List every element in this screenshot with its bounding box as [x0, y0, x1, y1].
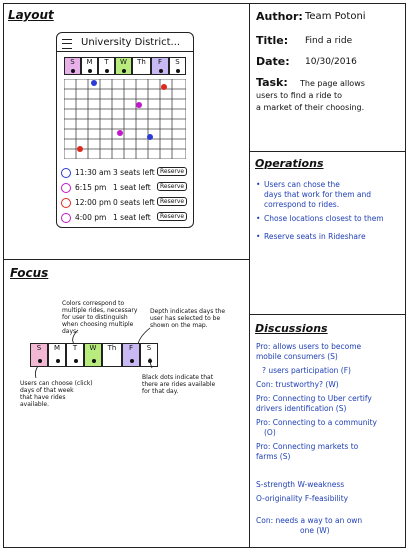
- ride-seats: 1 seat left: [113, 183, 151, 192]
- note-dots: Black dots indicate that there are rides available for that day.: [142, 374, 216, 395]
- day-mon[interactable]: M: [81, 57, 98, 75]
- discussion-line: farms (S): [256, 452, 291, 461]
- focus-day-thu[interactable]: Th: [102, 343, 122, 367]
- date-label: Date:: [256, 55, 290, 68]
- operation-bullet-icon: •: [256, 232, 261, 241]
- author-value: Team Potoni: [305, 11, 366, 22]
- note-depth: Depth indicates days the user has selected to be shown on the map.: [150, 308, 226, 329]
- focus-day-sat[interactable]: S: [140, 343, 158, 367]
- discussion-line: (O): [264, 428, 276, 437]
- discussion-line: drivers identification (S): [256, 404, 347, 413]
- ride-seats: 0 seats left: [113, 198, 155, 207]
- day-sun[interactable]: S: [64, 57, 81, 75]
- operation-line: days that work for them and: [264, 190, 372, 199]
- author-label: Author:: [256, 10, 303, 23]
- task-line: The page allows: [300, 79, 365, 88]
- ride-seats: 3 seats left: [113, 168, 155, 177]
- discussion-line: Pro: Connecting markets to: [256, 442, 359, 451]
- day-wed[interactable]: W: [115, 57, 132, 75]
- ride-time: 6:15 pm: [75, 183, 107, 192]
- discussion-line: ? users participation (F): [262, 366, 351, 375]
- discussion-line: mobile consumers (S): [256, 352, 338, 361]
- note-colors: Colors correspond to multiple rides, necessary for user to distinguish when choosing multiple days.: [62, 300, 138, 335]
- discussion-line: Con: needs a way to an own: [256, 516, 363, 525]
- day-tue[interactable]: T: [98, 57, 115, 75]
- reserve-button[interactable]: Reserve: [157, 182, 187, 191]
- date-value: 10/30/2016: [305, 57, 357, 67]
- reserve-button[interactable]: Reserve: [157, 167, 187, 176]
- title-label: Title:: [256, 34, 289, 47]
- task-label: Task:: [256, 76, 288, 89]
- ride-time: 4:00 pm: [75, 213, 107, 222]
- legend-line: O-originality F-feasibility: [256, 494, 349, 503]
- ride-seats: 1 seat left: [113, 213, 151, 222]
- operation-line: Users can chose the: [264, 180, 340, 189]
- ride-time: 12:00 pm: [75, 198, 112, 207]
- reserve-button[interactable]: Reserve: [157, 197, 187, 206]
- operation-line: Chose locations closest to them: [264, 214, 384, 223]
- focus-title: Focus: [10, 266, 49, 280]
- title-value: Find a ride: [305, 36, 353, 46]
- ride-time: 11:30 am: [75, 168, 111, 177]
- focus-day-wed[interactable]: W: [84, 343, 102, 367]
- focus-week-selector: [30, 343, 158, 367]
- note-users: Users can choose (click) days of that week that have rides available.: [20, 380, 93, 408]
- focus-day-sun[interactable]: S: [30, 343, 48, 367]
- focus-day-fri[interactable]: F: [122, 343, 140, 367]
- discussion-line: Pro: Connecting to a community: [256, 418, 377, 427]
- discussion-line: Con: trustworthy? (W): [256, 380, 339, 389]
- discussion-line: Pro: Connecting to Uber certify: [256, 394, 372, 403]
- reserve-button[interactable]: Reserve: [157, 212, 187, 221]
- operation-bullet-icon: •: [256, 180, 261, 189]
- day-thu[interactable]: Th: [132, 57, 151, 75]
- discussions-title: Discussions: [255, 322, 328, 335]
- day-sat[interactable]: S: [169, 57, 186, 75]
- task-line: users to find a ride to: [256, 91, 342, 100]
- discussion-line: Pro: allows users to become: [256, 342, 362, 351]
- operation-bullet-icon: •: [256, 214, 261, 223]
- task-line: a market of their choosing.: [256, 103, 365, 112]
- focus-day-tue[interactable]: T: [66, 343, 84, 367]
- legend-line: S-strength W-weakness: [256, 480, 345, 489]
- focus-day-mon[interactable]: M: [48, 343, 66, 367]
- layout-title: Layout: [8, 8, 54, 22]
- operation-line: correspond to rides.: [264, 200, 340, 209]
- phone-header: University District...: [81, 37, 181, 48]
- day-fri[interactable]: F: [151, 57, 169, 75]
- discussion-line: one (W): [300, 526, 330, 535]
- operations-title: Operations: [255, 157, 324, 170]
- operation-line: Reserve seats in Rideshare: [264, 232, 366, 241]
